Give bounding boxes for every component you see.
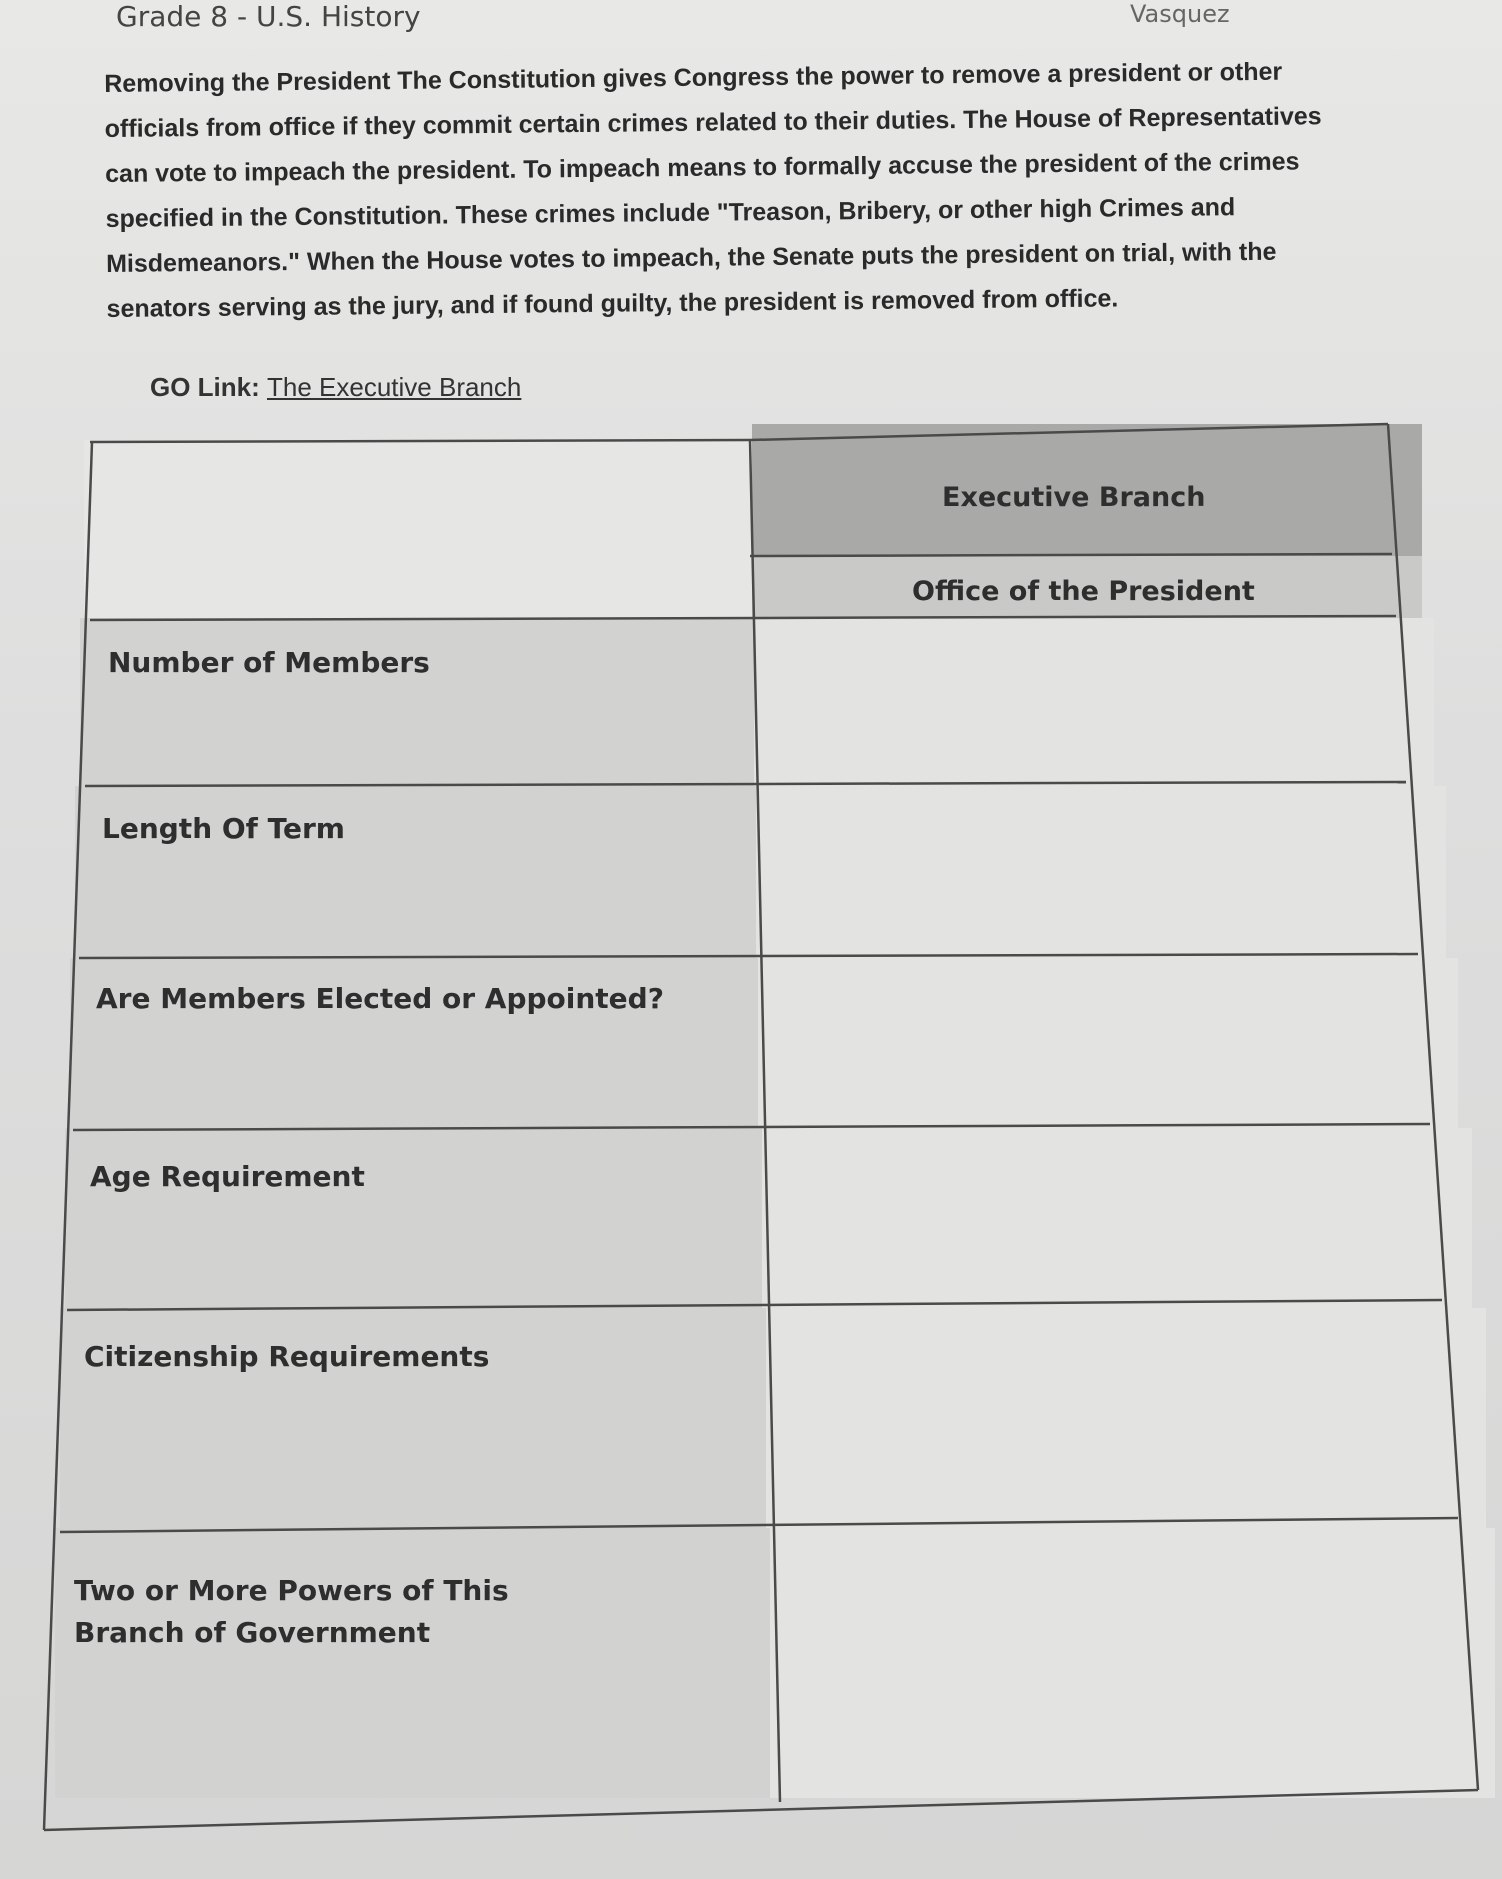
- office-of-president-header: Office of the President: [912, 576, 1255, 607]
- answer-cell[interactable]: [754, 618, 1434, 786]
- graphic-organizer-table: [30, 420, 1500, 1840]
- answer-cell[interactable]: [766, 1308, 1486, 1528]
- answer-cell[interactable]: [758, 958, 1458, 1128]
- passage-line: Removing the President The Constitution gives Congress the power to remove a president or other: [104, 57, 1283, 98]
- row-label-age-requirement: Age Requirement: [90, 1160, 365, 1193]
- label-cell: [55, 1528, 805, 1798]
- passage-line: senators serving as the jury, and if found guilty, the president is removed from office.: [106, 284, 1119, 323]
- go-link-prefix: GO Link:: [150, 372, 267, 402]
- row-label-citizenship-requirements: Citizenship Requirements: [84, 1340, 490, 1373]
- passage-line: can vote to impeach the president. To impeach means to formally accuse the president of the crimes: [105, 147, 1300, 188]
- go-link: [150, 372, 521, 403]
- executive-branch-link[interactable]: The Executive Branch: [267, 372, 522, 402]
- course-header: Grade 8 - U.S. History: [116, 0, 421, 33]
- answer-cell[interactable]: [756, 786, 1446, 958]
- row-label-length-of-term: Length Of Term: [102, 812, 345, 845]
- corner-cell: [84, 440, 774, 630]
- reading-passage: [104, 49, 1347, 332]
- answer-cell[interactable]: [770, 1528, 1495, 1798]
- answer-cell[interactable]: [762, 1128, 1472, 1308]
- passage-line: Misdemeanors." When the House votes to impeach, the Senate puts the president on trial, with the: [105, 237, 1277, 278]
- row-label-number-of-members: Number of Members: [108, 646, 430, 679]
- label-cell: [65, 1128, 795, 1308]
- executive-branch-header: Executive Branch: [942, 482, 1206, 513]
- passage-line: specified in the Constitution. These crimes include "Treason, Bribery, or other high Crimes and: [105, 193, 1236, 233]
- row-label-powers-of-branch: Two or More Powers of This Branch of Government: [74, 1574, 509, 1649]
- student-name: Vasquez: [1130, 0, 1230, 28]
- passage-line: officials from office if they commit certain crimes related to their duties. The House of Representatives: [104, 102, 1322, 143]
- row-label-elected-or-appointed: Are Members Elected or Appointed?: [96, 982, 664, 1015]
